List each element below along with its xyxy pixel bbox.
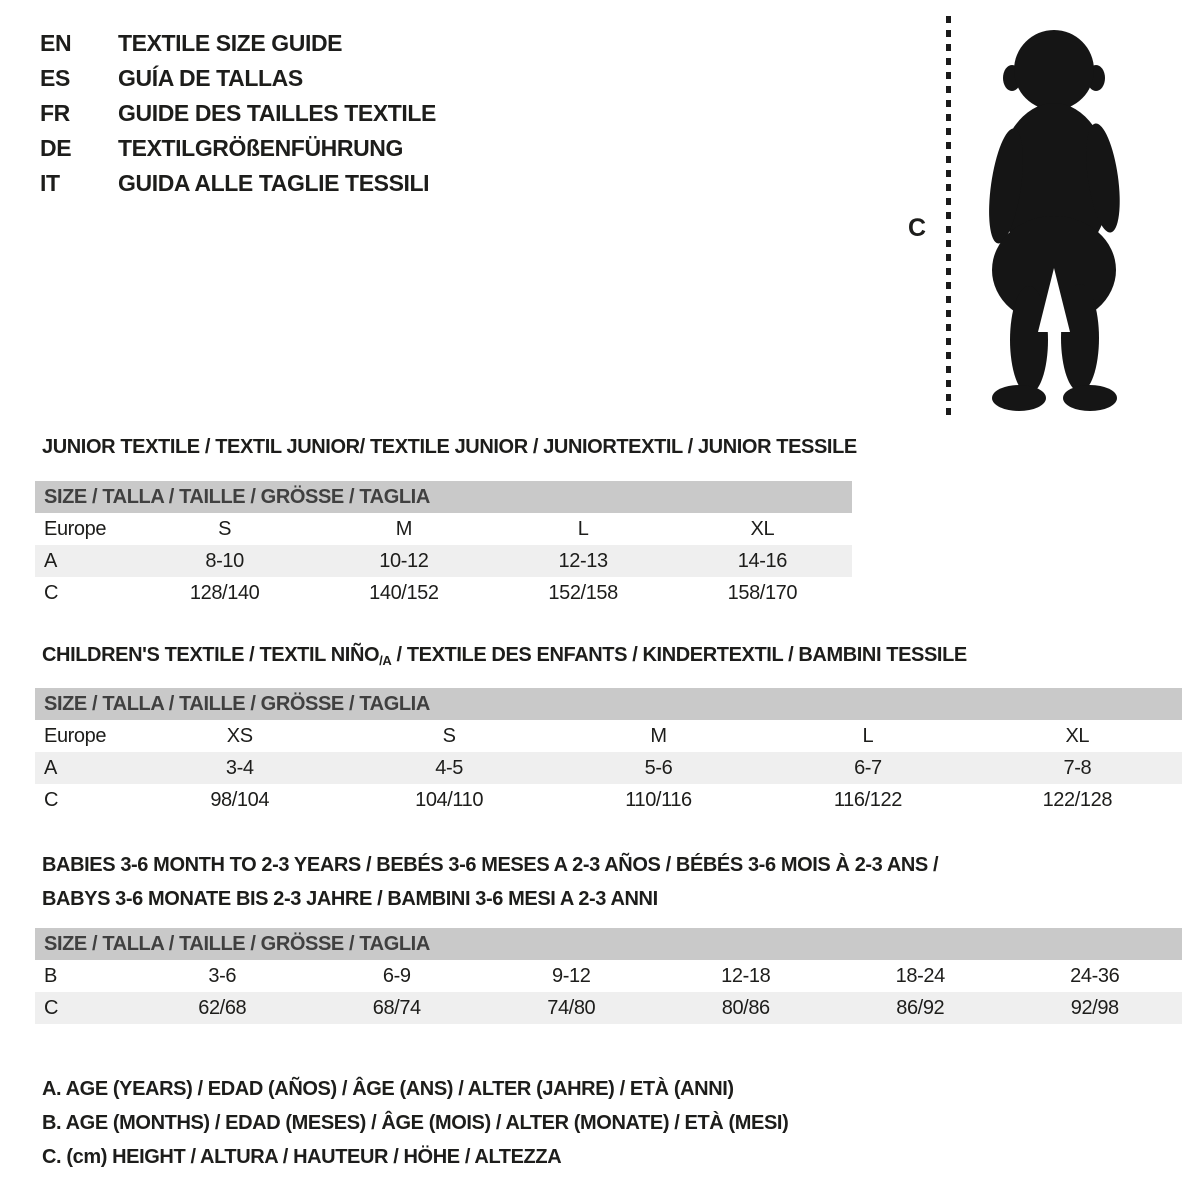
table-cell: 116/122 <box>833 788 902 811</box>
table-cell: 4-5 <box>435 756 463 779</box>
lang-row-es <box>40 61 436 96</box>
legend-line-b: B. AGE (MONTHS) / EDAD (MESES) / ÂGE (MOIS) / ALTER (MONATE) / ETÀ (MESI) <box>42 1111 789 1134</box>
table-cell: 7-8 <box>1063 756 1092 779</box>
table-cell: 62/68 <box>198 996 247 1019</box>
guide-title-en: TEXTILE SIZE GUIDE <box>118 30 343 56</box>
table-cell: 152/158 <box>548 581 618 604</box>
guide-title-it: GUIDA ALLE TAGLIE TESSILI <box>118 170 430 196</box>
table-cell: XS <box>226 724 253 747</box>
row-label: Europe <box>44 517 107 540</box>
junior-table-header-row: SIZE / TALLA / TAILLE / GRÖSSE / TAGLIA <box>35 481 852 513</box>
table-cell: 98/104 <box>210 788 270 811</box>
lang-row-en <box>40 26 436 61</box>
table-cell: 24-36 <box>1070 964 1120 987</box>
table-cell: 12-18 <box>721 964 771 987</box>
row-label: C <box>44 996 59 1019</box>
junior-row-c <box>35 577 852 609</box>
table-cell: XL <box>1065 724 1090 747</box>
lang-row-fr <box>40 96 436 131</box>
babies-title-line2: BABYS 3-6 MONATE BIS 2-3 JAHRE / BAMBINI 3-6 MESI A 2-3 ANNI <box>42 888 658 910</box>
table-cell: 18-24 <box>895 964 945 987</box>
junior-size-table <box>35 481 852 609</box>
table-cell: 6-7 <box>854 756 882 779</box>
table-cell: M <box>395 517 412 540</box>
guide-title-es: GUÍA DE TALLAS <box>118 65 303 91</box>
lang-code: DE <box>40 135 72 161</box>
toddler-silhouette-icon <box>962 18 1142 418</box>
lang-row-it <box>40 166 436 201</box>
row-label: Europe <box>44 724 107 747</box>
table-cell: 9-12 <box>552 964 591 987</box>
table-cell: 3-4 <box>225 756 254 779</box>
babies-title-line1: BABIES 3-6 MONTH TO 2-3 YEARS / BEBÉS 3-6 MESES A 2-3 AÑOS / BÉBÉS 3-6 MOIS À 2-3 ANS / <box>42 854 939 876</box>
lang-code: IT <box>40 170 60 196</box>
children-title-prefix: CHILDREN'S TEXTILE / TEXTIL NIÑO <box>42 644 380 666</box>
row-label: C <box>44 581 59 604</box>
lang-code: EN <box>40 30 72 56</box>
babies-section-title <box>42 848 938 916</box>
table-cell: 3-6 <box>208 964 237 987</box>
table-cell: 12-13 <box>558 549 608 572</box>
language-title-list <box>40 26 436 201</box>
junior-section-title <box>42 436 857 459</box>
height-measure-dashed-line <box>946 16 951 418</box>
lang-code: FR <box>40 100 70 126</box>
babies-row-b <box>35 960 1182 992</box>
junior-row-a <box>35 545 852 577</box>
row-label: B <box>44 964 57 987</box>
junior-row-europe <box>35 513 852 545</box>
children-table-header-row: SIZE / TALLA / TAILLE / GRÖSSE / TAGLIA <box>35 688 1182 720</box>
lang-code: ES <box>40 65 70 91</box>
table-cell: 80/86 <box>721 996 770 1019</box>
table-cell: 68/74 <box>372 996 421 1019</box>
legend-line-a: A. AGE (YEARS) / EDAD (AÑOS) / ÂGE (ANS) / ALTER (JAHRE) / ETÀ (ANNI) <box>42 1077 734 1100</box>
junior-title-text: JUNIOR TEXTILE / TEXTIL JUNIOR/ TEXTILE JUNIOR / JUNIORTEXTIL / JUNIOR TESSILE <box>42 436 857 458</box>
children-row-europe <box>35 720 1182 752</box>
row-label: C <box>44 788 59 811</box>
table-cell: 86/92 <box>896 996 945 1019</box>
table-cell: 5-6 <box>644 756 673 779</box>
table-cell: 6-9 <box>382 964 411 987</box>
table-cell: XL <box>750 517 775 540</box>
table-cell: 104/110 <box>415 788 484 811</box>
table-cell: 158/170 <box>727 581 798 604</box>
table-cell: L <box>862 724 874 747</box>
table-cell: 74/80 <box>547 996 596 1019</box>
babies-size-table <box>35 928 1182 1024</box>
table-cell: S <box>442 724 456 747</box>
table-cell: 110/116 <box>625 788 692 811</box>
guide-title-fr: GUIDE DES TAILLES TEXTILE <box>118 100 436 126</box>
guide-title-de: TEXTILGRÖßENFÜHRUNG <box>118 135 403 161</box>
table-cell: L <box>577 517 589 540</box>
children-size-table <box>35 688 1182 816</box>
table-cell: 122/128 <box>1042 788 1113 811</box>
lang-row-de <box>40 131 436 166</box>
table-cell: S <box>218 517 232 540</box>
table-cell: 128/140 <box>189 581 260 604</box>
children-title-sub: /A <box>379 653 392 668</box>
children-row-c <box>35 784 1182 816</box>
legend-line-c: C. (cm) HEIGHT / ALTURA / HAUTEUR / HÖHE / ALTEZZA <box>42 1145 562 1168</box>
table-cell: 140/152 <box>369 581 439 604</box>
table-cell: 8-10 <box>205 549 244 572</box>
measurement-legend <box>42 1072 788 1174</box>
height-measure-label: C <box>908 214 927 242</box>
row-label: A <box>44 549 57 572</box>
children-row-a <box>35 752 1182 784</box>
children-section-title <box>42 644 967 667</box>
row-label: A <box>44 756 57 779</box>
children-title-suffix: / TEXTILE DES ENFANTS / KINDERTEXTIL / BAMBINI TESSILE <box>391 644 967 666</box>
table-cell: M <box>650 724 667 747</box>
babies-table-header-row: SIZE / TALLA / TAILLE / GRÖSSE / TAGLIA <box>35 928 1182 960</box>
table-cell: 10-12 <box>379 549 429 572</box>
table-cell: 92/98 <box>1070 996 1119 1019</box>
babies-row-c <box>35 992 1182 1024</box>
table-cell: 14-16 <box>737 549 787 572</box>
